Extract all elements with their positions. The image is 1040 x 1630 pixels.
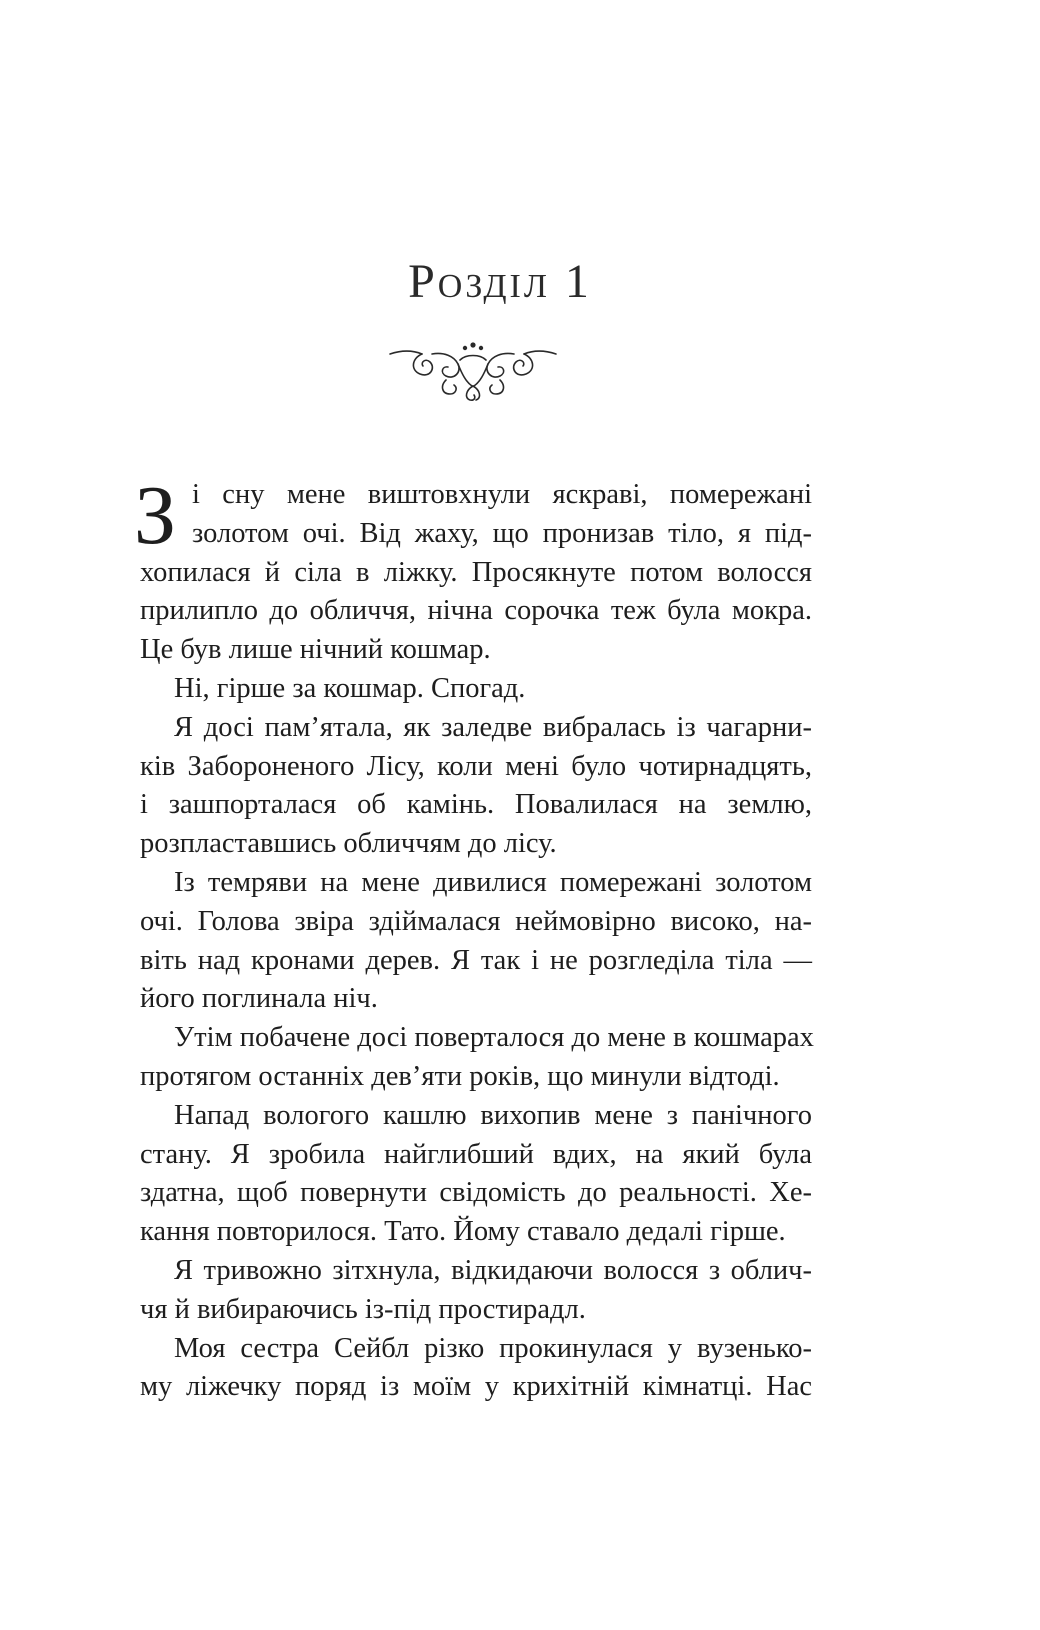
text-line: кання повторилося. Тато. Йому ставало дедалі гірше. xyxy=(140,1216,786,1248)
text-line: Ні, гірше за кошмар. Спогад. xyxy=(174,672,526,704)
text-line: його поглинала ніч. xyxy=(140,983,378,1015)
text-line: золотом очі. Від жаху, що пронизав тіло, я під- xyxy=(192,517,812,549)
text-line: Моя сестра Сейбл різко прокинулася у вузенько- xyxy=(174,1332,812,1364)
paragraph xyxy=(140,670,812,709)
text-line: розпластавшись обличчям до лісу. xyxy=(140,828,557,860)
text-line: хопилася й сіла в ліжку. Просякнуте потом волосся xyxy=(140,556,812,588)
text-line: здатна, щоб повернути свідомість до реальності. Хе- xyxy=(140,1177,812,1209)
text-line: Я досі пам’ятала, як заледве вибралась із чагарни- xyxy=(174,711,812,743)
text-line: му ліжечку поряд із моїм у крихітній кімнатці. Нас xyxy=(140,1371,812,1403)
text-line: Утім побачене досі поверталося до мене в кошмарах xyxy=(174,1022,814,1054)
text-line: Напад вологого кашлю вихопив мене з панічного xyxy=(174,1099,812,1131)
paragraph xyxy=(134,469,812,670)
text-line: Із темряви на мене дивилися помережані золотом xyxy=(174,866,812,898)
text-line: прилипло до обличчя, нічна сорочка теж була мокра. xyxy=(140,595,812,627)
text-line: Це був лише нічний кошмар. xyxy=(140,634,491,666)
text-line: віть над кронами дерев. Я так і не розгледіла тіла — xyxy=(140,944,812,976)
text-line: Я тривожно зітхнула, відкидаючи волосся з облич- xyxy=(174,1254,812,1286)
paragraph xyxy=(140,1019,812,1097)
text-line: протягом останніх дев’яти років, що минули відтоді. xyxy=(140,1060,780,1092)
text-line: чя й вибираючись із-під простирадл. xyxy=(140,1293,586,1325)
paragraph xyxy=(140,709,812,864)
chapter-body xyxy=(134,469,814,1407)
text-line: очі. Голова звіра здіймалася неймовірно високо, на- xyxy=(140,905,812,937)
drop-cap: З xyxy=(134,469,177,562)
text-line: і зашпорталася об камінь. Повалилася на землю, xyxy=(140,789,812,821)
paragraph xyxy=(140,1252,812,1330)
text-line: і сну мене виштовхнули яскраві, помережані xyxy=(192,479,812,510)
paragraph xyxy=(140,1330,812,1408)
text-line: стану. Я зробила найглибший вдих, на який була xyxy=(140,1138,812,1170)
text-line: ків Забороненого Лісу, коли мені було чотирнадцять, xyxy=(140,750,812,782)
chapter-title: Розділ 1 xyxy=(408,255,592,308)
paragraph xyxy=(140,1097,812,1252)
scroll-flourish-icon xyxy=(388,340,558,402)
paragraph xyxy=(140,864,812,1019)
